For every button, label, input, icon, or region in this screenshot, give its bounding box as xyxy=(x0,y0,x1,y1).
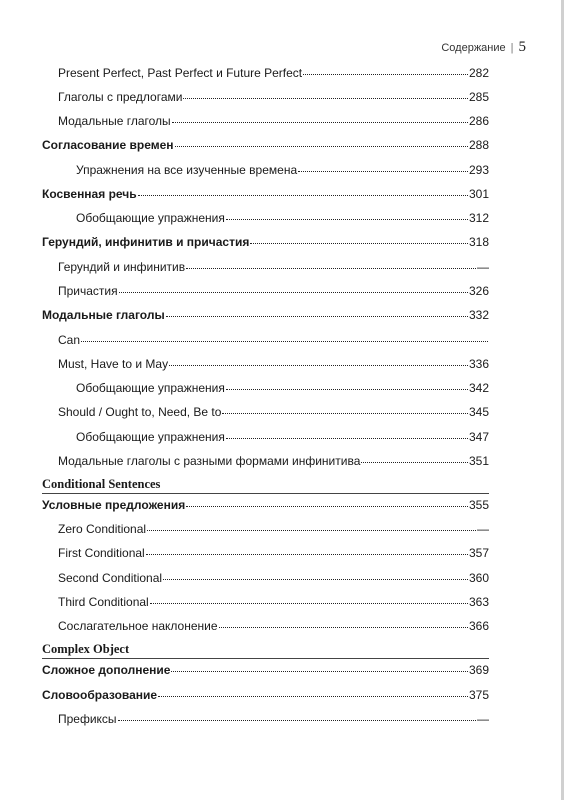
dot-leader xyxy=(138,195,468,196)
toc-entry-label: Согласование времен xyxy=(42,138,174,152)
dot-leader xyxy=(169,365,468,366)
toc-entry-label: Глаголы с предлогами xyxy=(58,90,183,104)
dot-leader xyxy=(219,627,468,628)
toc-entry[interactable] xyxy=(58,357,489,371)
toc-entry-page: 363 xyxy=(468,595,489,609)
toc-section-entry[interactable] xyxy=(42,187,489,201)
toc-entry-label: Сослагательное наклонение xyxy=(58,619,218,633)
toc-entry-label: Обобщающие упражнения xyxy=(76,430,225,444)
toc-entry-label: Модальные глаголы xyxy=(42,308,165,322)
toc-entry-page: — xyxy=(477,522,489,536)
toc-section-heading[interactable] xyxy=(42,477,489,491)
toc-entry[interactable] xyxy=(58,595,489,609)
toc-entry-page: 351 xyxy=(468,454,489,468)
toc-entry-page: 366 xyxy=(468,619,489,633)
dot-leader xyxy=(298,171,468,172)
toc-entry-label: Conditional Sentences xyxy=(42,477,161,491)
toc-entry-label: Present Perfect, Past Perfect и Future Perfect xyxy=(58,66,303,80)
toc-entry-page: 375 xyxy=(468,688,489,702)
toc-entry[interactable] xyxy=(58,90,489,104)
toc-section-entry[interactable] xyxy=(42,688,489,702)
toc-entry-label: Модальные глаголы с разными формами инфинитива xyxy=(58,454,361,468)
dot-leader xyxy=(361,462,468,463)
toc-entry-label: Сложное дополнение xyxy=(42,663,171,677)
toc-section-entry[interactable] xyxy=(42,308,489,322)
toc-entry-page: 286 xyxy=(468,114,489,128)
toc-entry-page: 282 xyxy=(468,66,489,80)
toc-entry-page: 312 xyxy=(468,211,489,225)
dot-leader xyxy=(250,243,468,244)
toc-entry[interactable] xyxy=(58,405,489,419)
toc-entry-label: Обобщающие упражнения xyxy=(76,211,225,225)
dot-leader xyxy=(163,579,468,580)
toc-entry[interactable] xyxy=(58,333,489,347)
dot-leader xyxy=(186,506,468,507)
toc-entry[interactable] xyxy=(76,211,489,225)
dot-leader xyxy=(166,316,468,317)
toc-entry-page: 355 xyxy=(468,498,489,512)
toc-entry[interactable] xyxy=(58,571,489,585)
toc-entry-label: Условные предложения xyxy=(42,498,186,512)
toc-entry[interactable] xyxy=(76,381,489,395)
dot-leader xyxy=(158,696,468,697)
toc-entry-label: Third Conditional xyxy=(58,595,149,609)
toc-entry[interactable] xyxy=(58,546,489,560)
toc-entry-label: Second Conditional xyxy=(58,571,163,585)
dot-leader xyxy=(183,98,468,99)
toc-entry-page: 318 xyxy=(468,235,489,249)
toc-entry-page: — xyxy=(477,260,489,274)
running-head-section: Содержание xyxy=(441,41,506,54)
dot-leader xyxy=(119,292,468,293)
dot-leader xyxy=(303,74,468,75)
section-divider xyxy=(42,493,489,494)
toc-entry-label: Should / Ought to, Need, Be to xyxy=(58,405,222,419)
toc-entry-label: Complex Object xyxy=(42,642,130,656)
toc-entry[interactable] xyxy=(58,454,489,468)
toc-entry[interactable] xyxy=(58,284,489,298)
toc-entry[interactable] xyxy=(58,619,489,633)
toc-entry-page: 357 xyxy=(468,546,489,560)
dot-leader xyxy=(118,720,476,721)
page-number: 5 xyxy=(518,39,526,55)
dot-leader xyxy=(226,438,468,439)
toc-entry-page: 345 xyxy=(468,405,489,419)
toc-entry-page: 326 xyxy=(468,284,489,298)
toc-entry-page: 288 xyxy=(468,138,489,152)
toc-entry-label: Упражнения на все изученные времена xyxy=(76,163,298,177)
dot-leader xyxy=(146,554,468,555)
toc-entry-label: Zero Conditional xyxy=(58,522,147,536)
dot-leader xyxy=(172,122,468,123)
toc-entry-label: Префиксы xyxy=(58,712,117,726)
dot-leader xyxy=(186,268,476,269)
toc-entry[interactable] xyxy=(58,114,489,128)
section-divider xyxy=(42,658,489,659)
toc-entry[interactable] xyxy=(58,260,489,274)
running-head xyxy=(441,39,526,56)
dot-leader xyxy=(81,341,488,342)
toc-entry-label: Словообразование xyxy=(42,688,158,702)
toc-entry-label: Модальные глаголы xyxy=(58,114,171,128)
toc-section-heading[interactable] xyxy=(42,642,489,656)
toc-entry-label: Герундий, инфинитив и причастия xyxy=(42,235,250,249)
toc-entry-page: 301 xyxy=(468,187,489,201)
toc-entry-page: 285 xyxy=(468,90,489,104)
toc-entry-label: Can xyxy=(58,333,81,347)
toc-entry[interactable] xyxy=(58,66,489,80)
dot-leader xyxy=(147,530,476,531)
dot-leader xyxy=(226,389,468,390)
dot-leader xyxy=(171,671,468,672)
toc-entry-label: Герундий и инфинитив xyxy=(58,260,186,274)
toc-section-entry[interactable] xyxy=(42,235,489,249)
toc-entry-label: Must, Have to и May xyxy=(58,357,169,371)
toc-entry-label: Косвенная речь xyxy=(42,187,137,201)
toc-section-entry[interactable] xyxy=(42,138,489,152)
toc-entry-page: — xyxy=(477,712,489,726)
dot-leader xyxy=(150,603,468,604)
dot-leader xyxy=(175,146,468,147)
toc-entry[interactable] xyxy=(76,163,489,177)
running-head-separator: | xyxy=(510,41,514,54)
toc-entry[interactable] xyxy=(58,522,489,536)
toc-entry[interactable] xyxy=(58,712,489,726)
dot-leader xyxy=(222,413,468,414)
toc-entry-page: 336 xyxy=(468,357,489,371)
dot-leader xyxy=(226,219,468,220)
toc-entry-label: First Conditional xyxy=(58,546,145,560)
toc-entry-page: 360 xyxy=(468,571,489,585)
toc-entry-label: Причастия xyxy=(58,284,118,298)
toc-entry-label: Обобщающие упражнения xyxy=(76,381,225,395)
toc-entry[interactable] xyxy=(76,430,489,444)
toc-entry-page: 347 xyxy=(468,430,489,444)
toc-entry-page: 369 xyxy=(468,663,489,677)
toc-entry-page: 332 xyxy=(468,308,489,322)
toc-section-entry[interactable] xyxy=(42,498,489,512)
toc-entry-page: 342 xyxy=(468,381,489,395)
toc-section-entry[interactable] xyxy=(42,663,489,677)
toc-entry-page: 293 xyxy=(468,163,489,177)
